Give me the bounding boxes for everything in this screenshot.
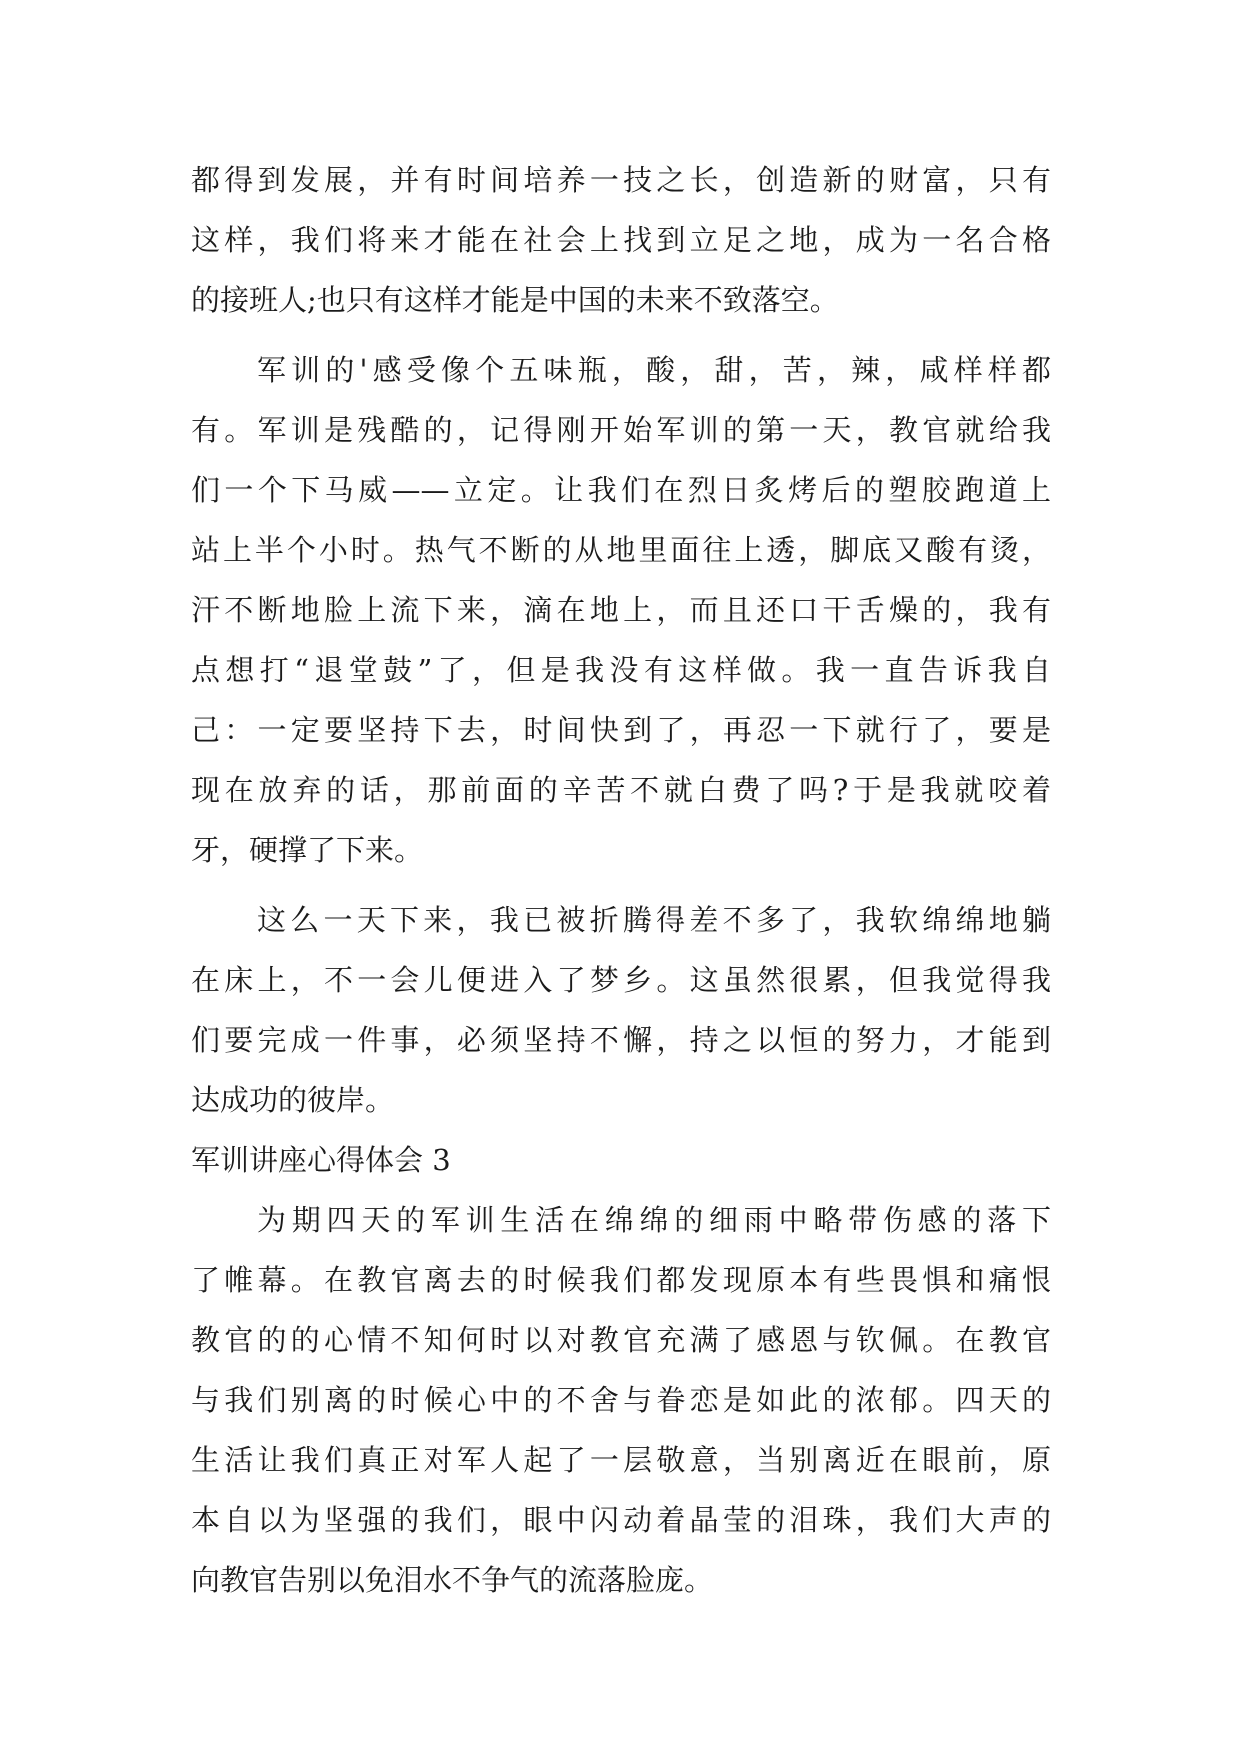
- text-line: 为期四天的军训生活在绵绵的细雨中略带伤感的落下: [257, 1203, 1051, 1237]
- text-line: 牙，硬撑了下来。: [191, 833, 424, 867]
- paragraph-training-feelings: [191, 340, 1051, 880]
- text-line: 了帷幕。在教官离去的时候我们都发现原本有些畏惧和痛恨: [191, 1263, 1051, 1297]
- paragraph-continuation: [191, 150, 1051, 330]
- text-line: 与我们别离的时候心中的不舍与眷恋是如此的浓郁。四天的: [191, 1383, 1051, 1417]
- text-line: 们要完成一件事，必须坚持不懈，持之以恒的努力，才能到: [191, 1023, 1051, 1057]
- text-line: 都得到发展，并有时间培养一技之长，创造新的财富，只有: [191, 163, 1051, 197]
- text-line: 军训的'感受像个五味瓶，酸，甜，苦，辣，咸样样都: [257, 353, 1051, 387]
- text-line: 教官的的心情不知何时以对教官充满了感恩与钦佩。在教官: [191, 1323, 1051, 1357]
- paragraph-day-end: [191, 890, 1051, 1130]
- section-heading: 军训讲座心得体会 3: [191, 1143, 451, 1177]
- text-line: 站上半个小时。热气不断的从地里面往上透，脚底又酸有烫，: [191, 533, 1051, 567]
- text-line: 生活让我们真正对军人起了一层敬意，当别离近在眼前，原: [191, 1443, 1051, 1477]
- text-line: 的接班人;也只有这样才能是中国的未来不致落空。: [191, 283, 839, 317]
- text-line: 有。军训是残酷的，记得刚开始军训的第一天，教官就给我: [191, 413, 1051, 447]
- paragraph-spacer: [191, 330, 1051, 340]
- text-column: [191, 150, 1051, 1610]
- text-line: 达成功的彼岸。: [191, 1083, 395, 1117]
- text-line: 己：一定要坚持下去，时间快到了，再忍一下就行了，要是: [191, 713, 1051, 747]
- text-line: 现在放弃的话，那前面的辛苦不就白费了吗?于是我就咬着: [191, 773, 1051, 807]
- text-line: 这么一天下来，我已被折腾得差不多了，我软绵绵地躺: [257, 903, 1051, 937]
- text-line: 点想打“退堂鼓”了，但是我没有这样做。我一直告诉我自: [191, 653, 1051, 687]
- text-line: 们一个下马威——立定。让我们在烈日炙烤后的塑胶跑道上: [191, 473, 1051, 507]
- paragraph-spacer: [191, 880, 1051, 890]
- text-line: 向教官告别以免泪水不争气的流落脸庞。: [191, 1563, 714, 1597]
- text-line: 这样，我们将来才能在社会上找到立足之地，成为一名合格: [191, 223, 1051, 257]
- paragraph-farewell: [191, 1190, 1051, 1610]
- text-line: 在床上，不一会儿便进入了梦乡。这虽然很累，但我觉得我: [191, 963, 1051, 997]
- text-line: 汗不断地脸上流下来，滴在地上，而且还口干舌燥的，我有: [191, 593, 1051, 627]
- text-line: 本自以为坚强的我们，眼中闪动着晶莹的泪珠，我们大声的: [191, 1503, 1051, 1537]
